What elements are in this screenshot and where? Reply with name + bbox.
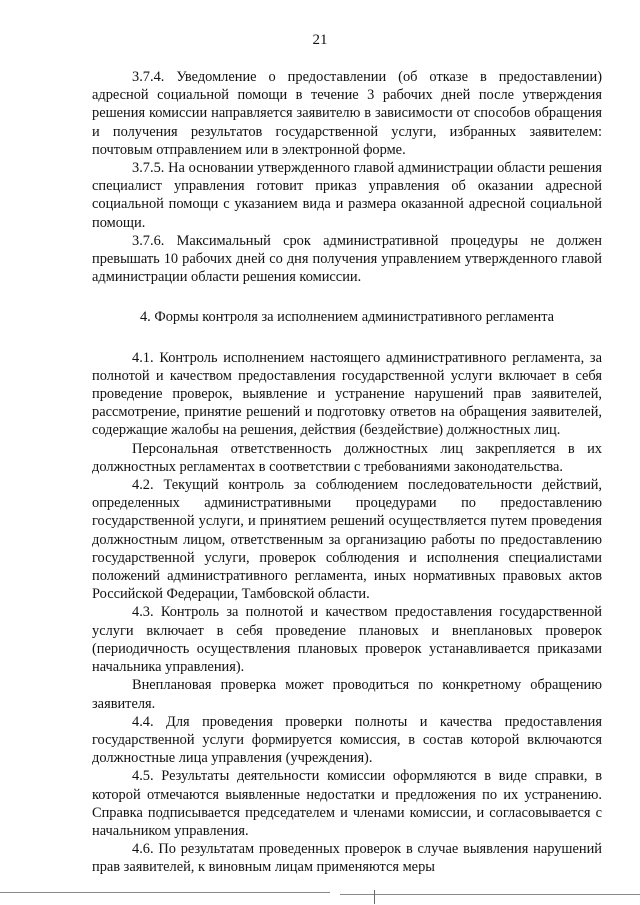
paragraph-3-7-4: 3.7.4. Уведомление о предоставлении (об отказе в предоставлении) адресной социальной помощи в течение 3 рабочих дней после утверждения решения комиссии направляется заявителю в зависимости от способов обращения и получения результатов государственной услуги, избранных заявителем: почтовым отправлением или в электронной форме.	[92, 69, 602, 158]
paragraph-4-1: 4.1. Контроль исполнением настоящего административного регламента, за полнотой и качеством предоставления государственной услуги включает в себя проведение проверок, выявление и устранение нарушений прав заявителей, рассмотрение, принятие решений и подготовку ответов на обращения заявителей, содержащие жалобы на решения, действия (бездействие) должностных лиц.	[92, 349, 602, 439]
paragraph-unscheduled-check: Внеплановая проверка может проводиться по конкретному обращению заявителя.	[92, 677, 602, 712]
page-number: 21	[312, 32, 328, 48]
paragraph-3-7-5: 3.7.5. На основании утвержденного главой администрации области решения специалист управления готовит приказ управления об оказании адресной социальной помощи с указанием вида и размера оказанной адресной социальной помощи.	[92, 160, 602, 231]
scan-artifact-line	[340, 894, 640, 895]
paragraph-3-7-6: 3.7.6. Максимальный срок административной процедуры не должен превышать 10 рабочих дней со дня получения управлением утвержденного главой администрации области решения комиссии.	[92, 232, 602, 286]
paragraph-4-2: 4.2. Текущий контроль за соблюдением последовательности действий, определенных административными процедурами по предоставлению государственной услуги, и принятием решений осуществляется путем проведения должностным лицом, ответственным за организацию работы по предоставлению государственной услуги, проверок соблюдения и исполнения специалистами положений административного регламента, иных нормативных правовых актов Российской Федерации, Тамбовской области.	[92, 477, 602, 603]
scan-artifact-tick	[374, 890, 375, 904]
document-body	[92, 68, 602, 877]
section-heading: 4. Формы контроля за исполнением административного регламента	[139, 309, 555, 326]
paragraph-personal-responsibility: Персональная ответственность должностных лиц закрепляется в их должностных регламентах в соответствии с требованиями законодательства.	[92, 440, 602, 475]
paragraph-4-3: 4.3. Контроль за полнотой и качеством предоставления государственной услуги включает в себя проведение плановых и внеплановых проверок (периодичность осуществления плановых проверок устанавливается приказами начальника управления).	[92, 604, 602, 676]
paragraph-4-5: 4.5. Результаты деятельности комиссии оформляются в виде справки, в которой отмечаются выявленные недостатки и предложения по их устранению. Справка подписывается председателем и членами комиссии, и согласовывается с начальником управления.	[92, 768, 602, 839]
scan-artifact-line	[0, 892, 330, 893]
paragraph-4-6: 4.6. По результатам проведенных проверок в случае выявления нарушений прав заявителей, к виновным лицам применяются меры	[92, 841, 602, 876]
paragraph-4-4: 4.4. Для проведения проверки полноты и качества предоставления государственной услуги формируется комиссия, в состав которой включаются должностные лица управления (учреждения).	[92, 713, 602, 767]
